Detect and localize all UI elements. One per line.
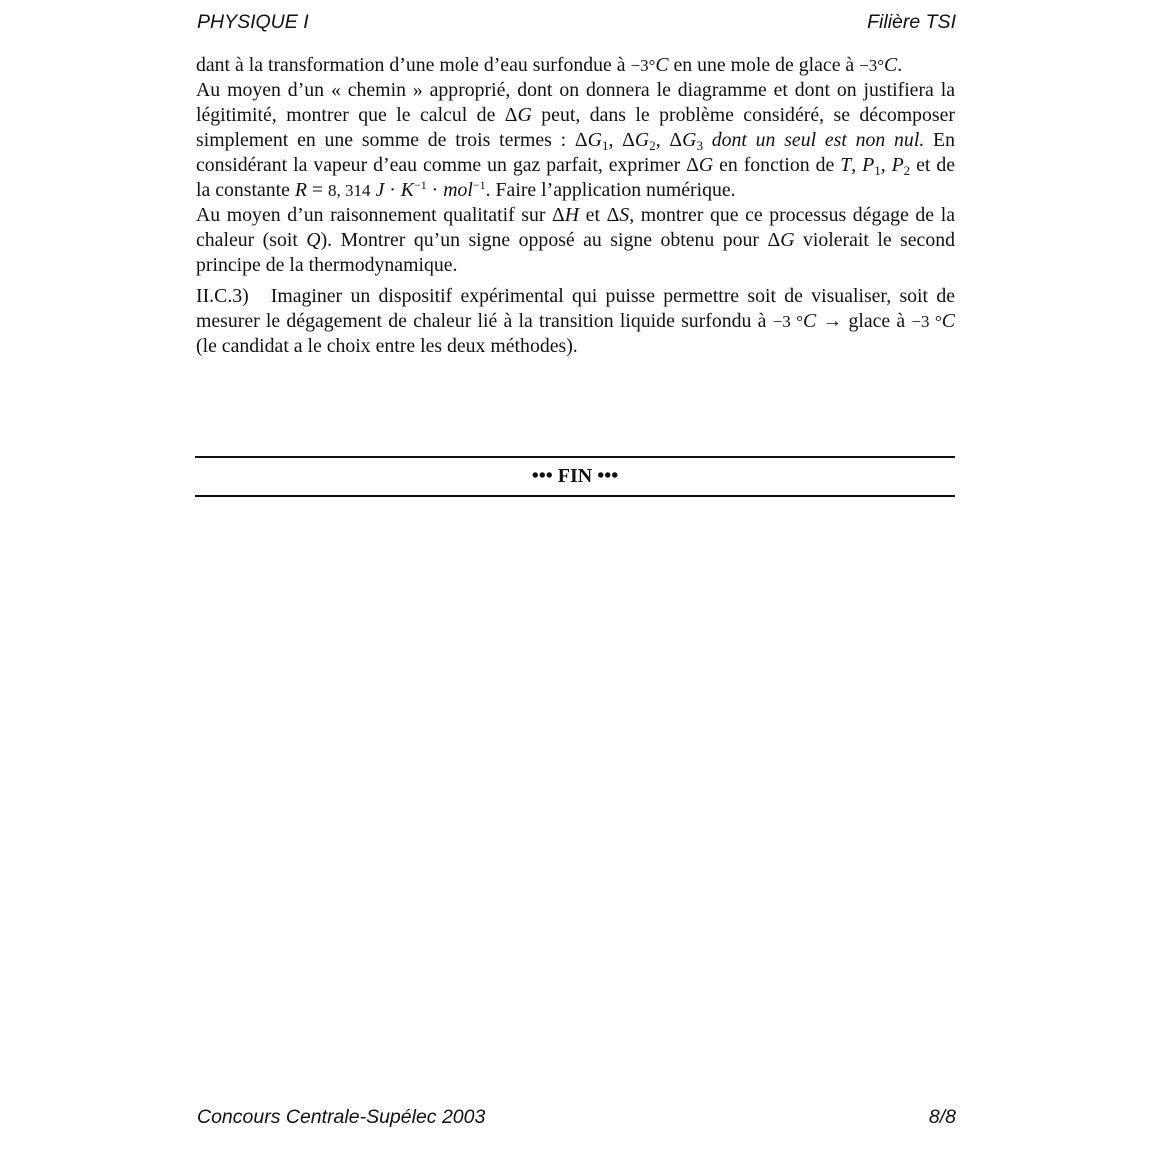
header-subject: PHYSIQUE I (197, 11, 309, 33)
header-track: Filière TSI (867, 11, 956, 33)
question-label: II.C.3) (196, 285, 249, 307)
end-marker: ••• FIN ••• (195, 456, 955, 497)
page-body (196, 53, 955, 359)
footer-contest: Concours Centrale-Supélec 2003 (197, 1106, 486, 1128)
page-number: 8/8 (928, 1106, 956, 1128)
paragraph-raisonnement: Au moyen d’un raisonnement qualitatif sur ΔH et ΔS, montrer que ce processus dégage de la chaleur (soit Q). Montrer qu’un signe opposé au signe obtenu pour ΔG violerait le second principe de la thermodynamique. (196, 204, 955, 276)
paragraph-transformation: dant à la transformation d’une mole d’eau surfondue à −3°C en une mole de glace à −3°C. (196, 54, 903, 76)
paragraph-chemin: Au moyen d’un « chemin » approprié, dont on donnera le diagramme et dont on justifiera la légitimité, montrer que le calcul de ΔG peut, dans le problème considéré, se décomposer simplement en une somme de trois termes : $\Delta G_1$, $\Delta G_2$, $\Delta G_3$ dont un seul est non nul. En considérant la vapeur d’eau comme un gaz parfait, exprimer ΔG en fonction de T, $P_1$, $P_2$ et de la constante R = 8, 314 $J \cdot K^{-1} \cdot mol^{-1}$. Faire l’application numérique. (196, 79, 956, 201)
question-ii-c-3: II.C.3) Imaginer un dispositif expérimental qui puisse permettre soit de visualiser, soit de mesurer le dégagement de chaleur lié à la transition liquide surfondu à −3 °C → glace à −3 °C (le candidat a le choix entre les deux méthodes). (196, 285, 955, 357)
